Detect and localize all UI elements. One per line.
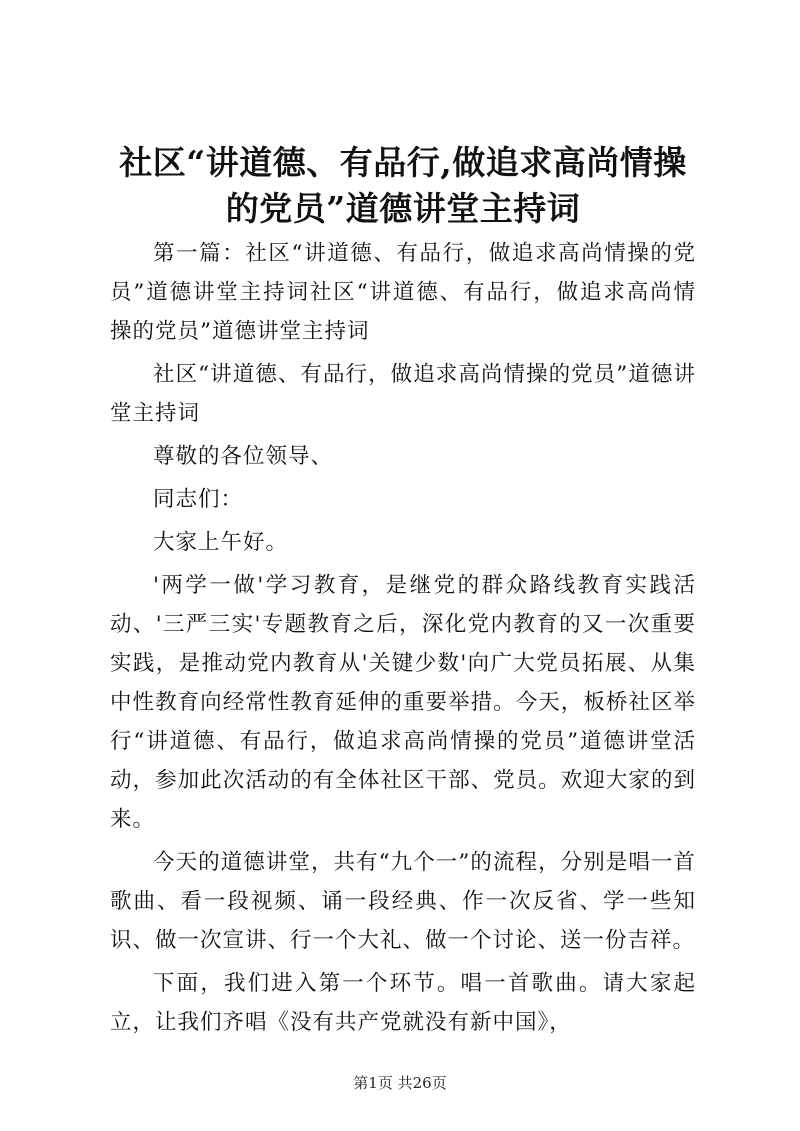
document-body [110,234,696,1042]
paragraph: '两学一做'学习教育，是继党的群众路线教育实践活动、'三严三实'专题教育之后，深化党内教育的又一次重要实践，是推动党内教育从'关键少数'向广大党员拓展、从集中性教育向经常性教育延伸的重要举措。今天，板桥社区举行“讲道德、有品行，做追求高尚情操的党员”道德讲堂活动，参加此次活动的有全体社区干部、党员。欢迎大家的到来。 [110,573,696,832]
paragraph: 大家上午好。 [153,530,289,555]
paragraph: 今天的道德讲堂，共有“九个一”的流程，分别是唱一首歌曲、看一段视频、诵一段经典、作一次反省、学一些知识、做一次宣讲、行一个大礼、做一个讨论、送一份吉祥。 [110,850,696,953]
paragraph: 第一篇：社区“讲道德、有品行，做追求高尚情操的党员”道德讲堂主持词社区“讲道德、有品行，做追求高尚情操的党员”道德讲堂主持词 [110,241,696,344]
paragraph: 下面，我们进入第一个环节。唱一首歌曲。请大家起立，让我们齐唱《没有共产党就没有新中国》， [110,971,696,1035]
paragraph: 社区“讲道德、有品行，做追求高尚情操的党员”道德讲堂主持词 [110,362,696,426]
page-footer: 第1页 共26页 [353,1074,447,1092]
paragraph: 同志们： [153,487,244,512]
document-title: 社区“讲道德、有品行,做追求高尚情操的党员”道德讲堂主持词 [119,143,687,228]
paragraph: 尊敬的各位领导、 [153,444,334,469]
